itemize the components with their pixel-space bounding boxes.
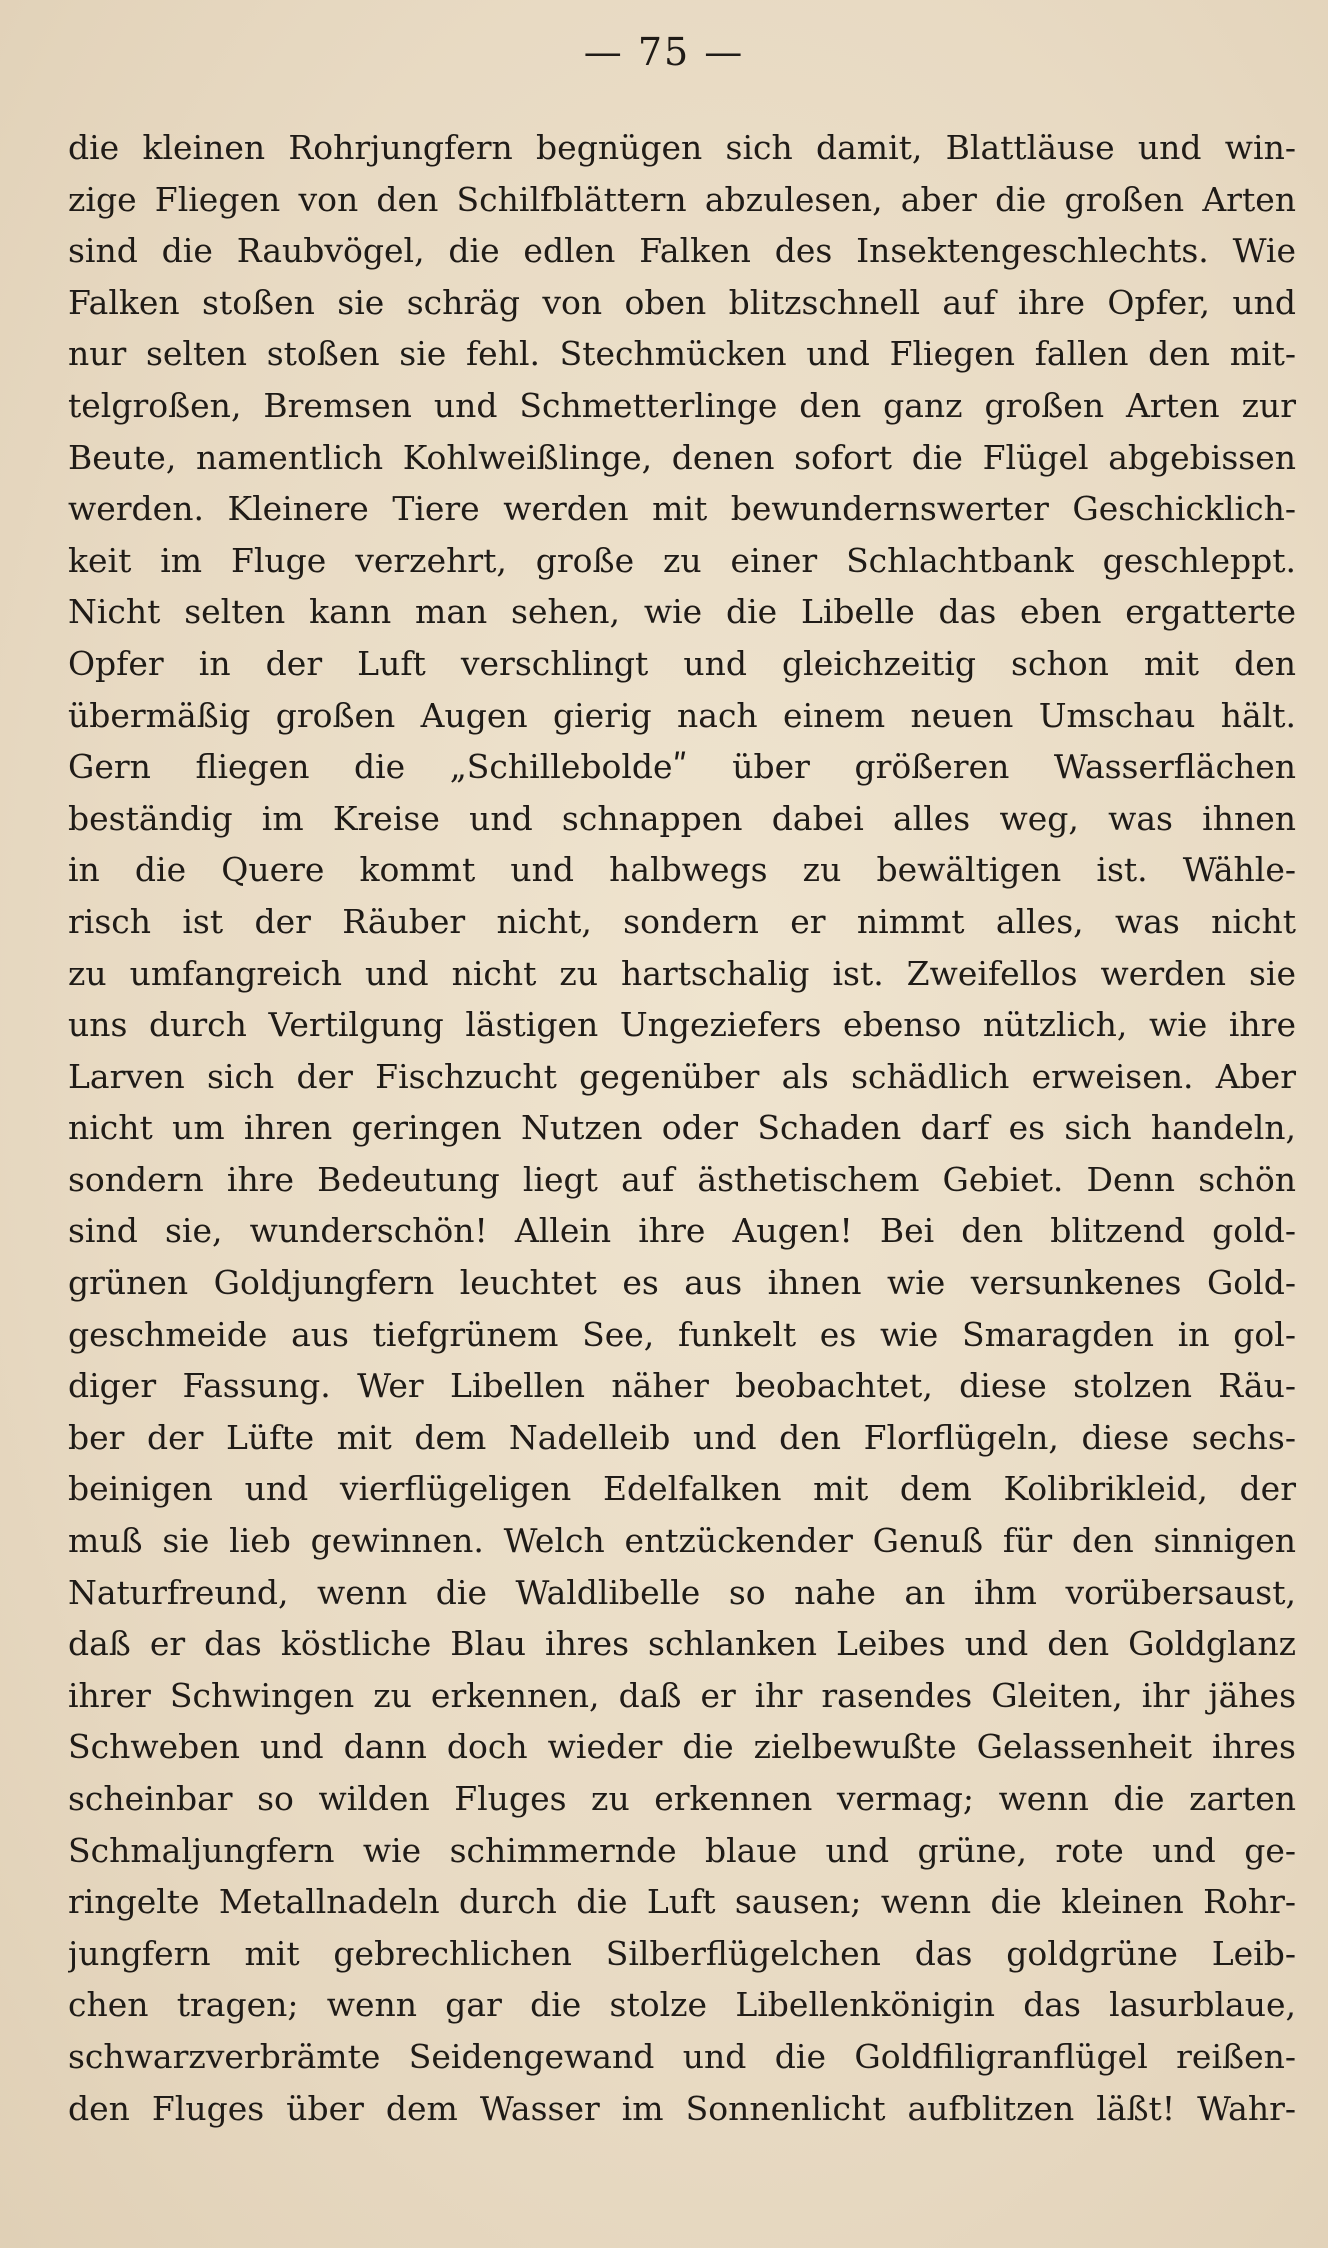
text-line-37: chen tragen; wenn gar die stolze Libellenkönigin das lasurblaue, xyxy=(68,1985,1296,2025)
text-line-32: Schweben und dann doch wieder die zielbewußte Gelassenheit ihres xyxy=(68,1727,1296,1767)
body-text xyxy=(68,122,1296,2134)
text-line-7: Beute, namentlich Kohlweißlinge, denen sofort die Flügel abgebissen xyxy=(68,437,1296,477)
text-line-17: zu umfangreich und nicht zu hartschalig ist. Zweifellos werden sie xyxy=(68,953,1296,993)
text-line-23: grünen Goldjungfern leuchtet es aus ihnen wie versunkenes Gold- xyxy=(68,1263,1296,1303)
text-line-28: muß sie lieb gewinnen. Welch entzückender Genuß für den sinnigen xyxy=(68,1521,1296,1561)
text-line-13: Gern fliegen die „Schilleboldeʺ über größeren Wasserflächen xyxy=(68,747,1296,787)
text-line-11: Opfer in der Luft verschlingt und gleichzeitig schon mit den xyxy=(68,643,1296,683)
text-line-16: risch ist der Räuber nicht, sondern er nimmt alles, was nicht xyxy=(68,901,1296,941)
text-line-15: in die Quere kommt und halbwegs zu bewältigen ist. Wähle- xyxy=(68,850,1296,890)
text-line-12: übermäßig großen Augen gierig nach einem neuen Umschau hält. xyxy=(68,695,1296,735)
text-line-14: beständig im Kreise und schnappen dabei alles weg, was ihnen xyxy=(68,798,1296,838)
page-number: — 75 — xyxy=(583,30,745,74)
text-line-25: diger Fassung. Wer Libellen näher beobachtet, diese stolzen Räu- xyxy=(68,1366,1296,1406)
text-line-21: sondern ihre Bedeutung liegt auf ästhetischem Gebiet. Denn schön xyxy=(68,1159,1296,1199)
text-line-31: ihrer Schwingen zu erkennen, daß er ihr rasendes Gleiten, ihr jähes xyxy=(68,1675,1296,1715)
text-line-20: nicht um ihren geringen Nutzen oder Schaden darf es sich handeln, xyxy=(68,1108,1296,1148)
text-line-4: Falken stoßen sie schräg von oben blitzschnell auf ihre Opfer, und xyxy=(68,282,1296,322)
text-line-8: werden. Kleinere Tiere werden mit bewundernswerter Geschicklich- xyxy=(68,489,1296,529)
text-line-2: zige Fliegen von den Schilfblättern abzulesen, aber die großen Arten xyxy=(68,179,1296,219)
text-line-10: Nicht selten kann man sehen, wie die Libelle das eben ergatterte xyxy=(68,592,1296,632)
text-line-22: sind sie, wunderschön! Allein ihre Augen! Bei den blitzend gold- xyxy=(68,1211,1296,1251)
text-line-24: geschmeide aus tiefgrünem See, funkelt es wie Smaragden in gol- xyxy=(68,1314,1296,1354)
text-line-3: sind die Raubvögel, die edlen Falken des Insektengeschlechts. Wie xyxy=(68,231,1296,271)
text-line-18: uns durch Vertilgung lästigen Ungeziefers ebenso nützlich, wie ihre xyxy=(68,1005,1296,1045)
text-line-19: Larven sich der Fischzucht gegenüber als schädlich erweisen. Aber xyxy=(68,1056,1296,1096)
text-line-29: Naturfreund, wenn die Waldlibelle so nahe an ihm vorübersaust, xyxy=(68,1572,1296,1612)
text-line-5: nur selten stoßen sie fehl. Stechmücken und Fliegen fallen den mit- xyxy=(68,334,1296,374)
text-line-27: beinigen und vierflügeligen Edelfalken mit dem Kolibrikleid, der xyxy=(68,1469,1296,1509)
text-line-38: schwarzverbrämte Seidengewand und die Goldfiligranflügel reißen- xyxy=(68,2036,1296,2076)
text-line-30: daß er das köstliche Blau ihres schlanken Leibes und den Goldglanz xyxy=(68,1624,1296,1664)
text-line-36: jungfern mit gebrechlichen Silberflügelchen das goldgrüne Leib- xyxy=(68,1933,1296,1973)
text-line-6: telgroßen, Bremsen und Schmetterlinge den ganz großen Arten zur xyxy=(68,385,1296,425)
text-line-9: keit im Fluge verzehrt, große zu einer Schlachtbank geschleppt. xyxy=(68,540,1296,580)
text-line-39: den Fluges über dem Wasser im Sonnenlicht aufblitzen läßt! Wahr- xyxy=(68,2088,1296,2128)
text-line-1: die kleinen Rohrjungfern begnügen sich damit, Blattläuse und win- xyxy=(68,128,1296,167)
text-line-26: ber der Lüfte mit dem Nadelleib und den Florflügeln, diese sechs- xyxy=(68,1417,1296,1457)
text-line-34: Schmaljungfern wie schimmernde blaue und grüne, rote und ge- xyxy=(68,1830,1296,1870)
text-line-35: ringelte Metallnadeln durch die Luft sausen; wenn die kleinen Rohr- xyxy=(68,1882,1296,1922)
text-line-33: scheinbar so wilden Fluges zu erkennen vermag; wenn die zarten xyxy=(68,1779,1296,1818)
